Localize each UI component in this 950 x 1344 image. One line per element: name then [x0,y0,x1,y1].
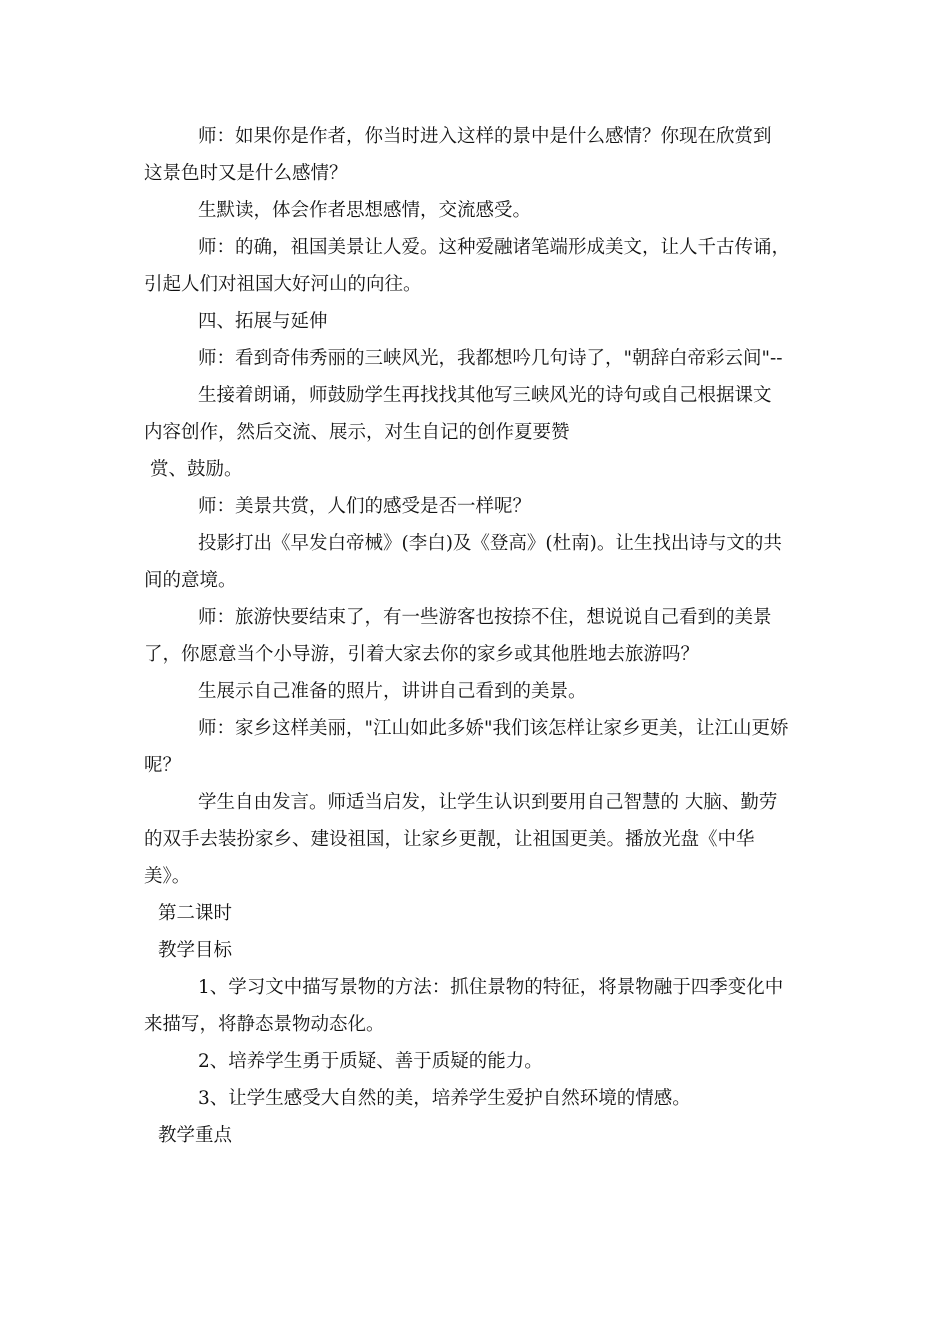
text-line: 师：的确，祖国美景让人爱。这种爱融诸笔端形成美文，让人千古传诵， [198,237,791,258]
document-body [144,118,824,1154]
text-line: 师：看到奇伟秀丽的三峡风光，我都想吟几句诗了，"朝辞白帝彩云间"-- [198,348,783,369]
text-line: 2、培养学生勇于质疑、善于质疑的能力。 [198,1051,543,1072]
text-line: 间的意境。 [144,570,237,591]
text-line: 的双手去装扮家乡、建设祖国，让家乡更靓，让祖国更美。播放光盘《中华 [144,829,755,850]
text-line: 生展示自己准备的照片，讲讲自己看到的美景。 [198,681,587,702]
text-line: 师：家乡这样美丽，"江山如此多娇"我们该怎样让家乡更美，让江山更娇 [198,718,789,739]
text-line: 生接着朗诵，师鼓励学生再找找其他写三峡风光的诗句或自己根据课文 [198,385,772,406]
text-line: 这景色时又是什么感情？ [144,163,348,184]
text-line: 师：如果你是作者，你当时进入这样的景中是什么感情？你现在欣赏到 [198,126,772,147]
text-line: 引起人们对祖国大好河山的向往。 [144,274,422,295]
text-line: 教学目标 [158,940,233,961]
text-line: 学生自由发言。师适当启发，让学生认识到要用自己智慧的 大脑、勤劳 [198,792,778,813]
text-line: 内容创作，然后交流、展示，对生自记的创作夏要赞 [144,422,570,443]
text-line: 第二课时 [158,903,233,924]
text-line: 3、让学生感受大自然的美，培养学生爱护自然环境的情感。 [198,1088,691,1109]
text-line: 了，你愿意当个小导游，引着大家去你的家乡或其他胜地去旅游吗？ [144,644,700,665]
text-line: 四、拓展与延伸 [198,311,328,332]
text-line: 来描写，将静态景物动态化。 [144,1014,385,1035]
text-line: 美》。 [144,866,191,887]
text-line: 教学重点 [158,1125,233,1146]
text-line: 投影打出《早发白帝械》(李白)及《登高》(杜南)。让生找出诗与文的共 [198,533,782,554]
text-line: 师：旅游快要结束了，有一些游客也按捺不住，想说说自己看到的美景 [198,607,772,628]
text-line: 师：美景共赏，人们的感受是否一样呢？ [198,496,532,517]
text-line: 呢？ [144,755,182,776]
text-line: 1、学习文中描写景物的方法：抓住景物的特征，将景物融于四季变化中 [198,977,784,998]
text-line: 赏、鼓励。 [150,459,243,480]
text-line: 生默读，体会作者思想感情，交流感受。 [198,200,532,221]
